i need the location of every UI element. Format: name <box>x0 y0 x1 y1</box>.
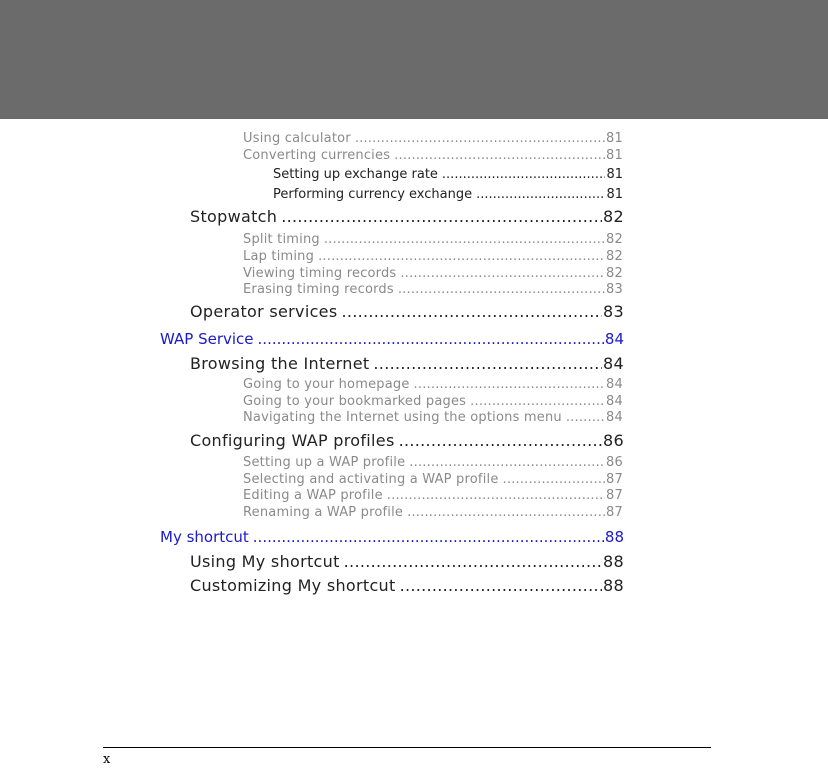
toc-entry-navigating-internet-options-menu[interactable] <box>243 410 623 426</box>
toc-leader <box>318 249 605 264</box>
toc-leader <box>387 488 605 503</box>
toc-label: Setting up exchange rate <box>273 167 438 182</box>
toc-leader <box>400 576 602 595</box>
toc-entry-lap-timing[interactable] <box>243 249 623 265</box>
toc-label: Erasing timing records <box>243 282 394 297</box>
toc-leader <box>400 266 605 281</box>
header-band <box>0 0 828 119</box>
toc-label: Renaming a WAP profile <box>243 505 404 520</box>
toc-label: Performing currency exchange <box>273 187 473 202</box>
toc-leader <box>398 282 605 297</box>
toc-leader <box>324 232 605 247</box>
toc-entry-setting-up-exchange-rate[interactable] <box>273 167 623 185</box>
toc-leader <box>470 394 605 409</box>
toc-leader <box>355 131 605 146</box>
toc-page: 88 <box>603 552 624 571</box>
toc-entry-erasing-timing-records[interactable] <box>243 282 623 298</box>
toc-label: Navigating the Internet using the options menu <box>243 410 562 425</box>
toc-page: 82 <box>606 266 623 281</box>
toc-page: 81 <box>606 187 623 202</box>
toc-entry-browsing-the-internet[interactable] <box>190 354 624 376</box>
toc-entry-configuring-wap-profiles[interactable] <box>190 431 624 453</box>
toc-leader <box>503 472 606 487</box>
toc-page: 86 <box>606 455 623 470</box>
toc-page: 88 <box>603 576 624 595</box>
toc-leader <box>253 528 604 546</box>
toc-entry-stopwatch[interactable] <box>190 207 624 229</box>
toc-page: 84 <box>606 394 623 409</box>
toc-label: Browsing the Internet <box>190 354 370 373</box>
page-number: x <box>103 752 111 767</box>
toc-entry-renaming-wap-profile[interactable] <box>243 505 623 521</box>
toc-label: Viewing timing records <box>243 266 397 281</box>
toc-page: 82 <box>606 232 623 247</box>
toc-entry-customizing-my-shortcut[interactable] <box>190 576 624 598</box>
toc-label: Using calculator <box>243 131 351 146</box>
toc-leader <box>344 552 602 571</box>
toc-entry-setting-up-wap-profile[interactable] <box>243 455 623 471</box>
toc-page: 87 <box>606 505 623 520</box>
footer-rule <box>103 747 711 748</box>
toc-leader <box>281 207 602 226</box>
toc-page: 88 <box>604 528 624 546</box>
toc-entry-using-calculator[interactable] <box>243 131 623 147</box>
toc-leader <box>399 431 602 450</box>
toc-entry-performing-currency-exchange[interactable] <box>273 187 623 205</box>
toc-page: 83 <box>603 302 624 321</box>
toc-label: Lap timing <box>243 249 315 264</box>
toc-page: 87 <box>606 472 623 487</box>
toc-page: 87 <box>606 488 623 503</box>
toc-page: 84 <box>604 330 624 348</box>
toc-entry-split-timing[interactable] <box>243 232 623 248</box>
toc-page: 81 <box>606 167 623 182</box>
toc-page: 82 <box>603 207 624 226</box>
toc-page: 83 <box>606 282 623 297</box>
toc-entry-selecting-activating-wap-profile[interactable] <box>243 472 623 488</box>
toc-label: Stopwatch <box>190 207 278 226</box>
toc-entry-going-to-homepage[interactable] <box>243 377 623 393</box>
toc-entry-going-to-bookmarked-pages[interactable] <box>243 394 623 410</box>
toc-label: Going to your bookmarked pages <box>243 394 467 409</box>
toc-leader <box>258 330 604 348</box>
toc-label: Selecting and activating a WAP profile <box>243 472 499 487</box>
toc-page: 84 <box>603 354 624 373</box>
toc-label: My shortcut <box>160 528 249 546</box>
toc-entry-operator-services[interactable] <box>190 302 624 324</box>
toc-label: Using My shortcut <box>190 552 340 571</box>
toc-entry-editing-wap-profile[interactable] <box>243 488 623 504</box>
toc-page: 81 <box>606 148 623 163</box>
toc-entry-using-my-shortcut[interactable] <box>190 552 624 574</box>
toc-page: 81 <box>606 131 623 146</box>
toc-label: Customizing My shortcut <box>190 576 396 595</box>
toc-chapter-my-shortcut[interactable] <box>160 528 624 550</box>
toc-label: Configuring WAP profiles <box>190 431 395 450</box>
toc-leader <box>341 302 602 321</box>
toc-label: Setting up a WAP profile <box>243 455 406 470</box>
toc-leader <box>409 455 605 470</box>
toc-leader <box>407 505 605 520</box>
toc-leader <box>442 167 606 182</box>
toc-entry-converting-currencies[interactable] <box>243 148 623 164</box>
toc-label: Going to your homepage <box>243 377 410 392</box>
toc-entry-viewing-timing-records[interactable] <box>243 266 623 282</box>
toc-chapter-wap-service[interactable] <box>160 330 624 352</box>
toc-leader <box>476 187 605 202</box>
toc-label: WAP Service <box>160 330 254 348</box>
toc-leader <box>414 377 606 392</box>
toc-leader <box>394 148 605 163</box>
toc-page: 84 <box>606 377 623 392</box>
toc-label: Converting currencies <box>243 148 391 163</box>
toc-page: 84 <box>606 410 623 425</box>
toc-label: Split timing <box>243 232 320 247</box>
toc-page: 86 <box>603 431 624 450</box>
toc-leader <box>566 410 605 425</box>
toc-label: Editing a WAP profile <box>243 488 383 503</box>
toc-label: Operator services <box>190 302 338 321</box>
toc-leader <box>373 354 602 373</box>
toc-page: 82 <box>606 249 623 264</box>
